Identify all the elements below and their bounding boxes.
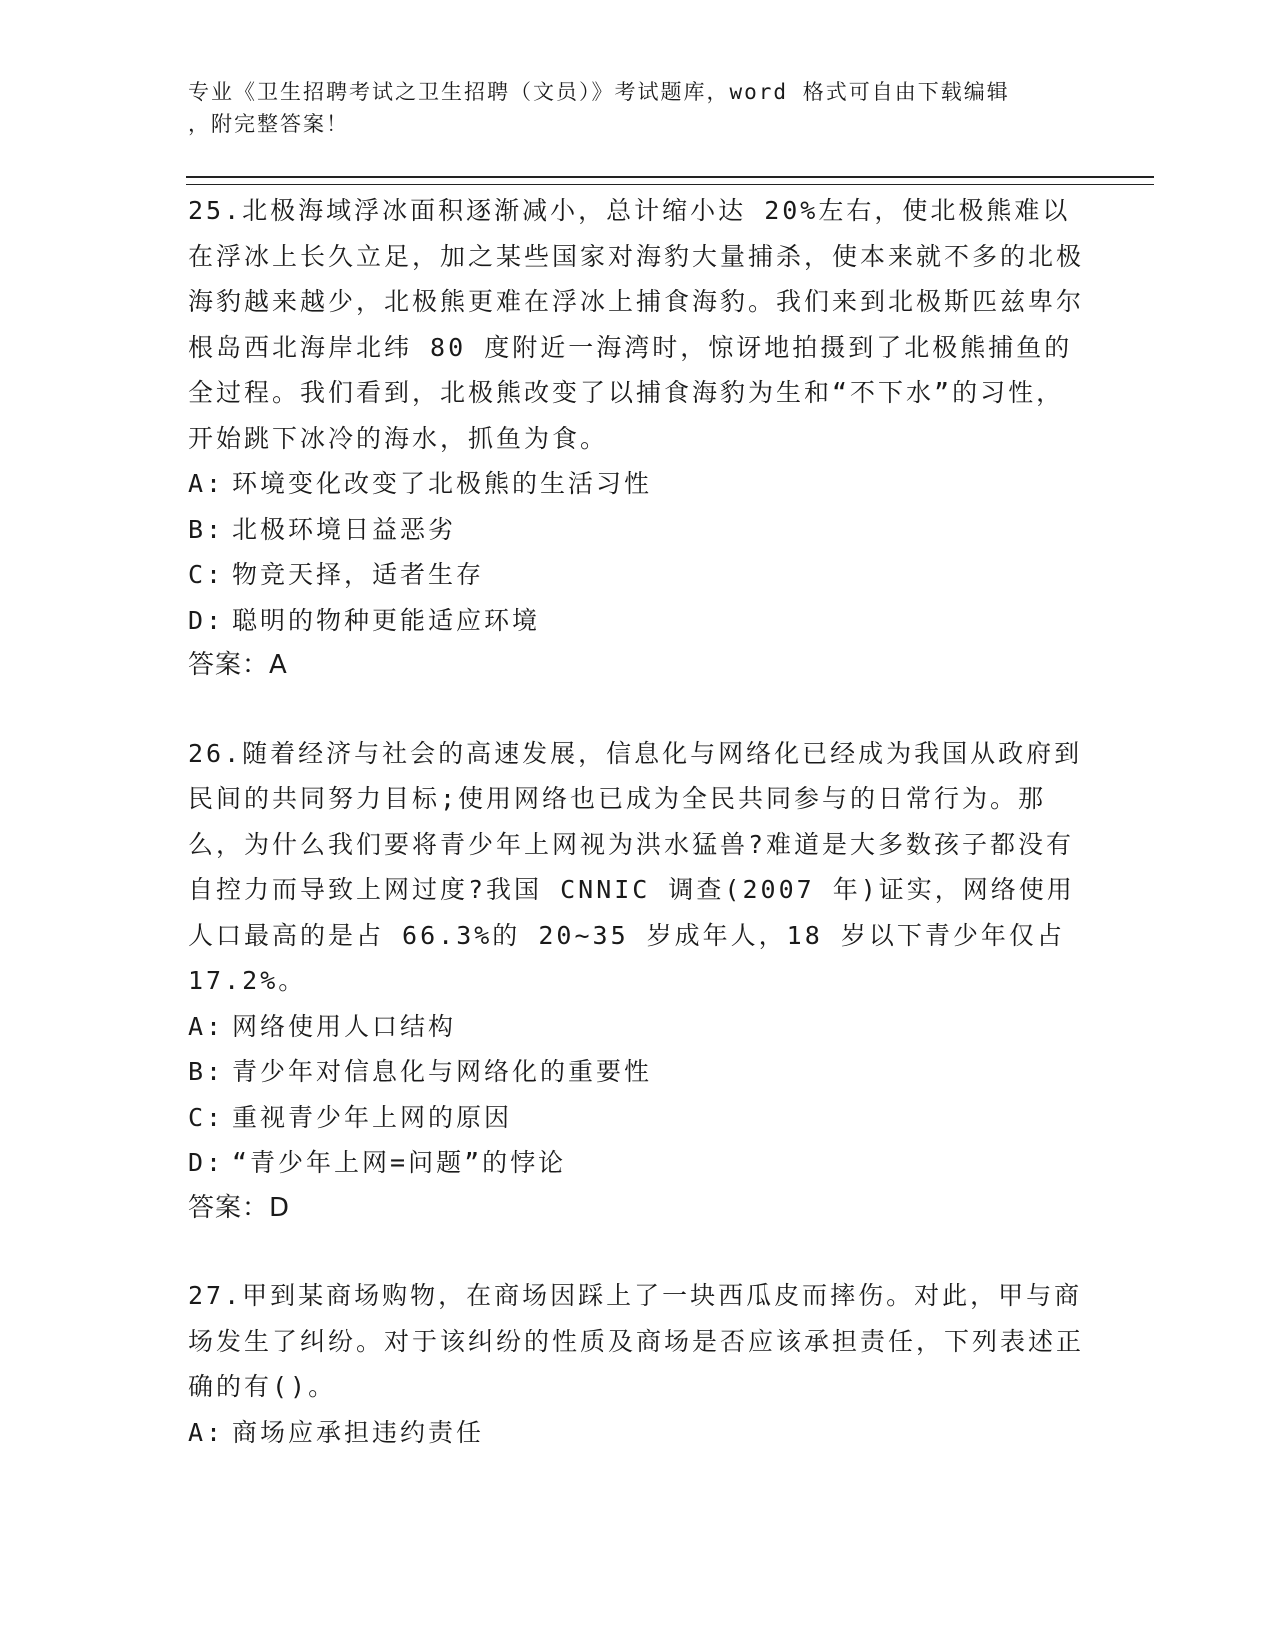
question-stem: 25.北极海域浮冰面积逐渐减小，总计缩小达 20%左右，使北极熊难以在浮冰上长久立足，加之某些国家对海豹大量捕杀，使本来就不多的北极海豹越来越少，北极熊更难在浮冰上捕食海豹。我们来到北极斯匹兹卑尔根岛西北海岸北纬 80 度附近一海湾时，惊讶地拍摄到了北极熊捕鱼的全过程。我们看到，北极熊改变了以捕食海豹为生和“不下水”的习性，开始跳下冰冷的海水，抓鱼为食。 — [188, 196, 1085, 453]
document-header — [188, 76, 1068, 140]
header-title-line-1: 专业《卫生招聘考试之卫生招聘（文员）》考试题库，word 格式可自由下载编辑 — [188, 80, 1010, 104]
option-c — [188, 552, 1088, 598]
header-divider — [186, 176, 1154, 185]
question-27 — [188, 1273, 1088, 1455]
option-a — [188, 1004, 1088, 1050]
option-letter: D: — [188, 1148, 225, 1177]
question-list — [188, 188, 1088, 1497]
option-d — [188, 598, 1088, 644]
option-text: “青少年上网=问题”的悖论 — [232, 1148, 567, 1177]
option-text: 聪明的物种更能适应环境 — [232, 605, 541, 635]
option-a — [188, 461, 1088, 507]
option-letter: A: — [188, 1011, 225, 1041]
question-stem: 26.随着经济与社会的高速发展，信息化与网络化已经成为我国从政府到民间的共同努力目标;使用网络也已成为全民共同参与的日常行为。那么，为什么我们要将青少年上网视为洪水猛兽?难道是大多数孩子都没有自控力而导致上网过度?我国 CNNIC 调查(2007 年)证实，网络使用人口最高的是占 66.3%的 20~35 岁成年人，18 岁以下青少年仅占 17.2%。 — [188, 738, 1083, 995]
option-text: 物竞天择，适者生存 — [232, 560, 485, 589]
option-letter: B: — [188, 1057, 225, 1086]
option-text: 商场应承担违约责任 — [232, 1417, 485, 1447]
answer-key: 答案：A — [188, 650, 288, 680]
option-c — [188, 1095, 1088, 1141]
option-letter: A: — [188, 1417, 225, 1447]
option-text: 重视青少年上网的原因 — [232, 1102, 513, 1132]
question-stem: 27.甲到某商场购物，在商场因踩上了一块西瓜皮而摔伤。对此，甲与商场发生了纠纷。对于该纠纷的性质及商场是否应该承担责任，下列表述正确的有()。 — [188, 1281, 1085, 1401]
question-25 — [188, 188, 1088, 689]
answer-key: 答案：D — [188, 1192, 291, 1223]
option-d — [188, 1140, 1088, 1186]
option-letter: C: — [188, 560, 225, 589]
option-letter: C: — [188, 1102, 225, 1132]
header-title-line-2: ，附完整答案！ — [188, 112, 349, 136]
option-letter: A: — [188, 469, 225, 498]
option-letter: B: — [188, 514, 225, 544]
option-text: 环境变化改变了北极熊的生活习性 — [232, 469, 653, 498]
option-text: 网络使用人口结构 — [232, 1011, 457, 1041]
option-a — [188, 1410, 1088, 1456]
option-b — [188, 507, 1088, 553]
option-text: 北极环境日益恶劣 — [232, 514, 457, 544]
option-letter: D: — [188, 605, 225, 635]
question-26 — [188, 731, 1088, 1232]
option-b — [188, 1049, 1088, 1095]
option-text: 青少年对信息化与网络化的重要性 — [232, 1057, 653, 1086]
